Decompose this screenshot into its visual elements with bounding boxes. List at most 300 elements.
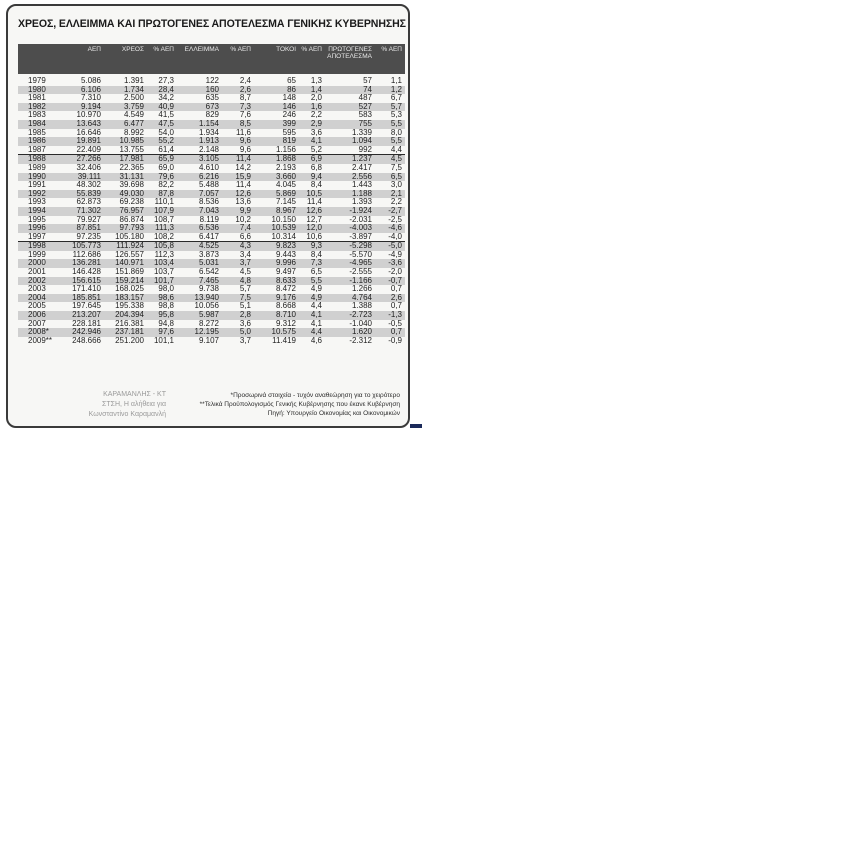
- table-cell: 69.238: [119, 198, 144, 207]
- table-cell: 527: [358, 102, 372, 111]
- table-cell: 4.549: [123, 111, 144, 120]
- table-cell: 79.927: [76, 215, 101, 224]
- table-cell: 755: [358, 119, 372, 128]
- table-cell: 2,4: [239, 77, 251, 85]
- table-cell: 246: [282, 111, 296, 120]
- table-row: [18, 94, 405, 103]
- table-cell: 237.181: [115, 328, 144, 337]
- table-cell: 11,6: [236, 128, 251, 137]
- table-cell: 3.759: [123, 102, 144, 111]
- table-row: [18, 337, 405, 346]
- table-cell: -2,7: [388, 206, 402, 215]
- table-cell: 2.556: [351, 172, 372, 181]
- table-cell: 7,6: [239, 111, 251, 120]
- table-cell: 12,7: [306, 215, 322, 224]
- year-cell: 2000: [28, 259, 46, 268]
- table-cell: 3,4: [239, 250, 251, 259]
- year-cell: 1999: [28, 250, 46, 259]
- table-cell: -1,3: [388, 311, 402, 320]
- table-row: [18, 241, 405, 251]
- table-cell: 185.851: [72, 293, 101, 302]
- table-cell: 7.310: [80, 94, 101, 103]
- year-cell: 1990: [28, 172, 46, 181]
- table-cell: 9.443: [275, 250, 296, 259]
- table-cell: 146.428: [72, 268, 101, 277]
- table-cell: -5.298: [349, 242, 372, 251]
- table-cell: -4.003: [349, 224, 372, 233]
- ghost-text: ΚΑΡΑΜΑΝΛΗΣ - ΚΤ ΣΤΣΗ, Η αλήθεια για Κωνσταντίνο Καραμανλή: [88, 391, 166, 418]
- year-cell: 1995: [28, 215, 46, 224]
- table-cell: 2.500: [123, 94, 144, 103]
- table-cell: -4,6: [388, 224, 402, 233]
- table-cell: 3,7: [239, 336, 251, 345]
- table-cell: 39.111: [77, 172, 101, 181]
- table-cell: 1.620: [351, 328, 372, 337]
- table-cell: 6,6: [239, 232, 251, 241]
- table-row: [18, 233, 405, 242]
- table-cell: 108,7: [153, 215, 174, 224]
- table-cell: 5,1: [239, 302, 251, 311]
- column-header: ΕΛΛΕΙΜΜΑ: [184, 46, 219, 53]
- table-cell: 7,3: [310, 259, 322, 268]
- column-header: % ΑΕΠ: [301, 46, 322, 53]
- table-cell: 1.188: [351, 189, 372, 198]
- table-cell: 2.193: [275, 163, 296, 172]
- table-cell: 829: [205, 111, 219, 120]
- table-cell: 3.660: [275, 172, 296, 181]
- table-cell: 6.216: [198, 172, 219, 181]
- table-cell: -4.965: [349, 259, 372, 268]
- table-cell: 204.394: [115, 311, 144, 320]
- table-cell: 11,4: [236, 155, 251, 164]
- table-cell: -2.723: [349, 311, 372, 320]
- table-cell: 1.734: [123, 85, 144, 94]
- table-cell: 28,4: [158, 85, 174, 94]
- table-cell: 2,1: [390, 189, 402, 198]
- table-cell: 98,6: [158, 293, 174, 302]
- table-cell: 2.417: [351, 163, 372, 172]
- footnote-budget: **Τελικά Προϋπολογισμός Γενικής Κυβέρνησης που έκανε Κυβέρνηση: [199, 401, 400, 408]
- table-cell: 4,9: [310, 293, 322, 302]
- year-cell: 1994: [28, 206, 46, 215]
- table-cell: 1,1: [390, 77, 402, 85]
- table-cell: 3.105: [198, 155, 219, 164]
- table-cell: 48.302: [76, 181, 101, 190]
- table-cell: 0,7: [390, 328, 402, 337]
- table-cell: 9,6: [239, 137, 251, 146]
- table-row: [18, 77, 405, 86]
- table-cell: 140.971: [115, 259, 144, 268]
- table-cell: 9.194: [80, 102, 101, 111]
- table-cell: 1.266: [351, 285, 372, 294]
- table-cell: 197.645: [72, 302, 101, 311]
- table-cell: 12,0: [306, 224, 322, 233]
- table-row: [18, 302, 405, 311]
- table-cell: 57: [363, 77, 372, 85]
- table-cell: 8.668: [275, 302, 296, 311]
- table-row: [18, 103, 405, 112]
- table-cell: 216.381: [115, 319, 144, 328]
- table-cell: 15,9: [235, 172, 251, 181]
- table-cell: 9.497: [275, 268, 296, 277]
- table-cell: 9.823: [275, 242, 296, 251]
- table-cell: -0,5: [388, 319, 402, 328]
- table-cell: 65: [287, 77, 296, 85]
- table-row: [18, 120, 405, 129]
- table-cell: 595: [282, 128, 296, 137]
- year-cell: 2008*: [28, 328, 49, 337]
- table-cell: 5.869: [275, 189, 296, 198]
- table-cell: 6,5: [390, 172, 402, 181]
- table-cell: 16.646: [76, 128, 101, 137]
- table-cell: 9.312: [275, 319, 296, 328]
- table-row: [18, 259, 405, 268]
- year-cell: 1984: [28, 119, 46, 128]
- table-cell: 86.874: [119, 215, 144, 224]
- table-cell: 13.940: [194, 293, 219, 302]
- table-row: [18, 190, 405, 199]
- column-header: ΧΡΕΟΣ: [121, 46, 144, 53]
- table-row: [18, 277, 405, 286]
- table-row: [18, 328, 405, 337]
- table-cell: 248.666: [72, 336, 101, 345]
- table-cell: 9,3: [310, 242, 322, 251]
- table-cell: 10.539: [271, 224, 296, 233]
- table-cell: 1.156: [275, 145, 296, 154]
- table-cell: 103,4: [153, 259, 174, 268]
- table-cell: 41,5: [158, 111, 174, 120]
- table-row: [18, 285, 405, 294]
- table-cell: 10.150: [271, 215, 296, 224]
- table-cell: 62.873: [76, 198, 101, 207]
- table-cell: 7.145: [275, 198, 296, 207]
- table-cell: 13.643: [76, 119, 101, 128]
- table-cell: 6.477: [123, 119, 144, 128]
- table-row: [18, 164, 405, 173]
- table-row: [18, 137, 405, 146]
- table-header: [18, 44, 405, 74]
- table-cell: 14,2: [235, 163, 251, 172]
- table-cell: 1.391: [123, 77, 144, 85]
- table-cell: 86: [287, 85, 296, 94]
- table-row: [18, 294, 405, 303]
- table-cell: 6.536: [198, 224, 219, 233]
- table-cell: 97.235: [76, 232, 101, 241]
- table-cell: 32.406: [76, 163, 101, 172]
- table-cell: 11,4: [307, 198, 322, 207]
- table-cell: 4,4: [310, 302, 322, 311]
- table-cell: 95,8: [158, 311, 174, 320]
- table-cell: 101,1: [153, 336, 174, 345]
- table-cell: 5.086: [80, 77, 101, 85]
- year-cell: 1992: [28, 189, 46, 198]
- table-cell: 3,6: [310, 128, 322, 137]
- table-cell: 4.610: [198, 163, 219, 172]
- table-cell: 5,5: [390, 119, 402, 128]
- table-cell: 151.869: [115, 268, 144, 277]
- table-row: [18, 173, 405, 182]
- table-cell: 1.868: [275, 155, 296, 164]
- table-cell: 34,2: [158, 94, 174, 103]
- table-cell: 9.738: [198, 285, 219, 294]
- year-cell: 1989: [28, 163, 46, 172]
- column-header: % ΑΕΠ: [230, 46, 251, 53]
- table-cell: 171.410: [72, 285, 101, 294]
- table-cell: 4,8: [239, 276, 251, 285]
- table-cell: -4,9: [388, 250, 402, 259]
- table-cell: 8.992: [123, 128, 144, 137]
- table-cell: 2.148: [198, 145, 219, 154]
- table-cell: 9,6: [239, 145, 251, 154]
- table-cell: 55,2: [158, 137, 174, 146]
- table-cell: 4.525: [198, 242, 219, 251]
- table-cell: 4,5: [239, 268, 251, 277]
- table-cell: 47,5: [158, 119, 174, 128]
- table-cell: 136.281: [72, 259, 101, 268]
- table-cell: 1,3: [310, 77, 322, 85]
- table-cell: 10.985: [119, 137, 144, 146]
- footnote-provisional: *Προσωρινά στοιχεία - τυχόν αναθεώρηση για το χειρότερο: [230, 392, 400, 399]
- table-title: ΧΡΕΟΣ, ΕΛΛΕΙΜΜΑ ΚΑΙ ΠΡΩΤΟΓΕΝΕΣ ΑΠΟΤΕΛΕΣΜΑ ΓΕΝΙΚΗΣ ΚΥΒΕΡΝΗΣΗΣ: [18, 18, 406, 30]
- table-row: [18, 224, 405, 233]
- table-cell: 635: [205, 94, 219, 103]
- table-cell: 10.314: [271, 232, 296, 241]
- edge-marker: [410, 424, 422, 428]
- year-cell: 1983: [28, 111, 46, 120]
- table-cell: -1.924: [349, 206, 372, 215]
- table-cell: 4.045: [275, 181, 296, 190]
- table-cell: 10.056: [194, 302, 219, 311]
- table-cell: 2,2: [390, 198, 402, 207]
- table-cell: 4,4: [390, 145, 402, 154]
- table-cell: 4,3: [239, 242, 251, 251]
- table-cell: 8,0: [390, 128, 402, 137]
- table-cell: -3,6: [388, 259, 402, 268]
- table-cell: 8.710: [275, 311, 296, 320]
- table-cell: 107,9: [153, 206, 174, 215]
- table-cell: 156.615: [72, 276, 101, 285]
- table-cell: 87.851: [76, 224, 101, 233]
- table-cell: 8.967: [275, 206, 296, 215]
- table-cell: 1.443: [351, 181, 372, 190]
- table-cell: 97.793: [119, 224, 144, 233]
- table-cell: 7,3: [239, 102, 251, 111]
- table-cell: -0,7: [388, 276, 402, 285]
- table-cell: 74: [363, 85, 372, 94]
- table-cell: 1.154: [198, 119, 219, 128]
- year-cell: 2002: [28, 276, 46, 285]
- table-cell: 87,8: [158, 189, 174, 198]
- table-row: [18, 198, 405, 207]
- table-cell: -5,0: [388, 242, 402, 251]
- table-cell: 126.557: [115, 250, 144, 259]
- table-cell: 22.365: [119, 163, 144, 172]
- table-cell: 5.987: [198, 311, 219, 320]
- table-cell: 213.207: [72, 311, 101, 320]
- table-cell: 3,6: [239, 319, 251, 328]
- table-row: [18, 268, 405, 277]
- table-cell: 228.181: [72, 319, 101, 328]
- table-cell: 39.698: [119, 181, 144, 190]
- year-cell: 1985: [28, 128, 46, 137]
- table-cell: 6,5: [310, 268, 322, 277]
- table-cell: 4,1: [310, 311, 322, 320]
- table-cell: 9.996: [275, 259, 296, 268]
- table-cell: 4,9: [310, 285, 322, 294]
- table-cell: 5,0: [239, 328, 251, 337]
- table-cell: 105,8: [153, 242, 174, 251]
- table-cell: 108,2: [153, 232, 174, 241]
- table-cell: 6,7: [390, 94, 402, 103]
- year-cell: 1987: [28, 145, 46, 154]
- table-cell: 40,9: [158, 102, 174, 111]
- table-cell: 4,1: [310, 319, 322, 328]
- table-cell: 5.488: [198, 181, 219, 190]
- table-cell: 8,5: [239, 119, 251, 128]
- table-cell: 8.536: [198, 198, 219, 207]
- table-row: [18, 111, 405, 120]
- table-cell: 3,0: [390, 181, 402, 190]
- table-cell: 1.388: [351, 302, 372, 311]
- year-cell: 1982: [28, 102, 46, 111]
- table-cell: -1.166: [349, 276, 372, 285]
- year-cell: 1986: [28, 137, 46, 146]
- year-cell: 1993: [28, 198, 46, 207]
- table-cell: 487: [358, 94, 372, 103]
- table-cell: 13,6: [235, 198, 251, 207]
- table-cell: 69,0: [158, 163, 174, 172]
- table-row: [18, 216, 405, 225]
- year-cell: 2003: [28, 285, 46, 294]
- year-cell: 2001: [28, 268, 46, 277]
- table-cell: 9,4: [310, 172, 322, 181]
- year-cell: 2006: [28, 311, 46, 320]
- table-cell: 5,2: [310, 145, 322, 154]
- table-cell: -0,9: [388, 336, 402, 345]
- table-cell: 1,4: [310, 85, 322, 94]
- table-cell: 992: [358, 145, 372, 154]
- table-cell: 8.633: [275, 276, 296, 285]
- table-cell: 49.030: [119, 189, 144, 198]
- table-cell: 7.043: [198, 206, 219, 215]
- column-header: % ΑΕΠ: [381, 46, 402, 53]
- table-cell: 673: [205, 102, 219, 111]
- table-cell: 168.025: [115, 285, 144, 294]
- footnotes: [170, 391, 400, 418]
- table-cell: -3.897: [349, 232, 372, 241]
- table-cell: 399: [282, 119, 296, 128]
- table-cell: 5,5: [310, 276, 322, 285]
- table-cell: 12.195: [194, 328, 219, 337]
- table-cell: 7,4: [239, 224, 251, 233]
- table-row: [18, 181, 405, 190]
- year-cell: 1981: [28, 94, 46, 103]
- table-cell: 195.338: [115, 302, 144, 311]
- table-cell: 10,2: [235, 215, 251, 224]
- year-cell: 2009**: [28, 336, 53, 345]
- table-cell: 8.472: [275, 285, 296, 294]
- table-cell: 9.176: [275, 293, 296, 302]
- table-cell: 819: [282, 137, 296, 146]
- table-cell: 9.107: [198, 336, 219, 345]
- source-note: Πηγή: Υπουργείο Οικονομίας και Οικονομικών: [267, 410, 400, 417]
- table-cell: 8.119: [199, 215, 219, 224]
- table-row: [18, 129, 405, 138]
- table-cell: 1,6: [310, 102, 322, 111]
- year-cell: 1988: [28, 155, 46, 164]
- table-cell: 65,9: [158, 155, 174, 164]
- table-cell: 7,5: [390, 163, 402, 172]
- table-cell: 103,7: [153, 268, 174, 277]
- table-cell: 6.542: [198, 268, 219, 277]
- table-cell: 1.339: [351, 128, 372, 137]
- table-cell: 5,3: [390, 111, 402, 120]
- table-cell: 183.157: [115, 293, 144, 302]
- year-cell: 2004: [28, 293, 46, 302]
- table-cell: 6,8: [310, 163, 322, 172]
- table-cell: 148: [282, 94, 296, 103]
- table-cell: 2,6: [390, 293, 402, 302]
- title-row: [12, 9, 408, 39]
- table-cell: 11.419: [272, 336, 296, 345]
- table-cell: 2,8: [239, 311, 251, 320]
- table-cell: 1.934: [198, 128, 219, 137]
- table-cell: 105.180: [115, 232, 144, 241]
- table-cell: 111.924: [116, 242, 144, 251]
- table-cell: 8,4: [310, 181, 322, 190]
- table-cell: 27,3: [158, 77, 174, 85]
- table-cell: 2,0: [310, 94, 322, 103]
- table-cell: 82,2: [158, 181, 174, 190]
- table-cell: 10,5: [306, 189, 322, 198]
- table-cell: 8.272: [198, 319, 219, 328]
- table-cell: 6,9: [310, 155, 322, 164]
- table-cell: 27.266: [76, 155, 101, 164]
- table-cell: 5,7: [390, 102, 402, 111]
- table-cell: 22.409: [76, 145, 101, 154]
- table-cell: 251.200: [115, 336, 144, 345]
- table-row: [18, 154, 405, 164]
- table-cell: 54,0: [158, 128, 174, 137]
- column-header: ΑΕΠ: [87, 46, 101, 53]
- table-cell: 0,7: [390, 285, 402, 294]
- table-cell: 112.686: [72, 250, 101, 259]
- table-cell: 112,3: [154, 250, 174, 259]
- table-row: [18, 320, 405, 329]
- table-cell: 8,4: [310, 250, 322, 259]
- year-cell: 1996: [28, 224, 46, 233]
- year-cell: 1991: [28, 181, 46, 190]
- table-row: [18, 311, 405, 320]
- year-cell: 1997: [28, 232, 46, 241]
- column-header: ΠΡΩΤΟΓΕΝΕΣ ΑΠΟΤΕΛΕΣΜΑ: [327, 46, 372, 60]
- table-cell: 105.773: [72, 242, 101, 251]
- table-cell: -2.312: [349, 336, 372, 345]
- table-cell: 0,7: [390, 302, 402, 311]
- table-cell: 12,6: [235, 189, 251, 198]
- table-cell: 6.106: [80, 85, 101, 94]
- table-cell: 12,6: [306, 206, 322, 215]
- table-cell: 97,6: [158, 328, 174, 337]
- table-cell: 4,4: [310, 328, 322, 337]
- table-cell: 10.970: [76, 111, 101, 120]
- table-cell: 583: [358, 111, 372, 120]
- table-cell: -4,0: [388, 232, 402, 241]
- table-cell: 55.839: [76, 189, 101, 198]
- table-cell: 1.913: [198, 137, 219, 146]
- table-cell: 71.302: [76, 206, 101, 215]
- table-cell: 3.873: [198, 250, 219, 259]
